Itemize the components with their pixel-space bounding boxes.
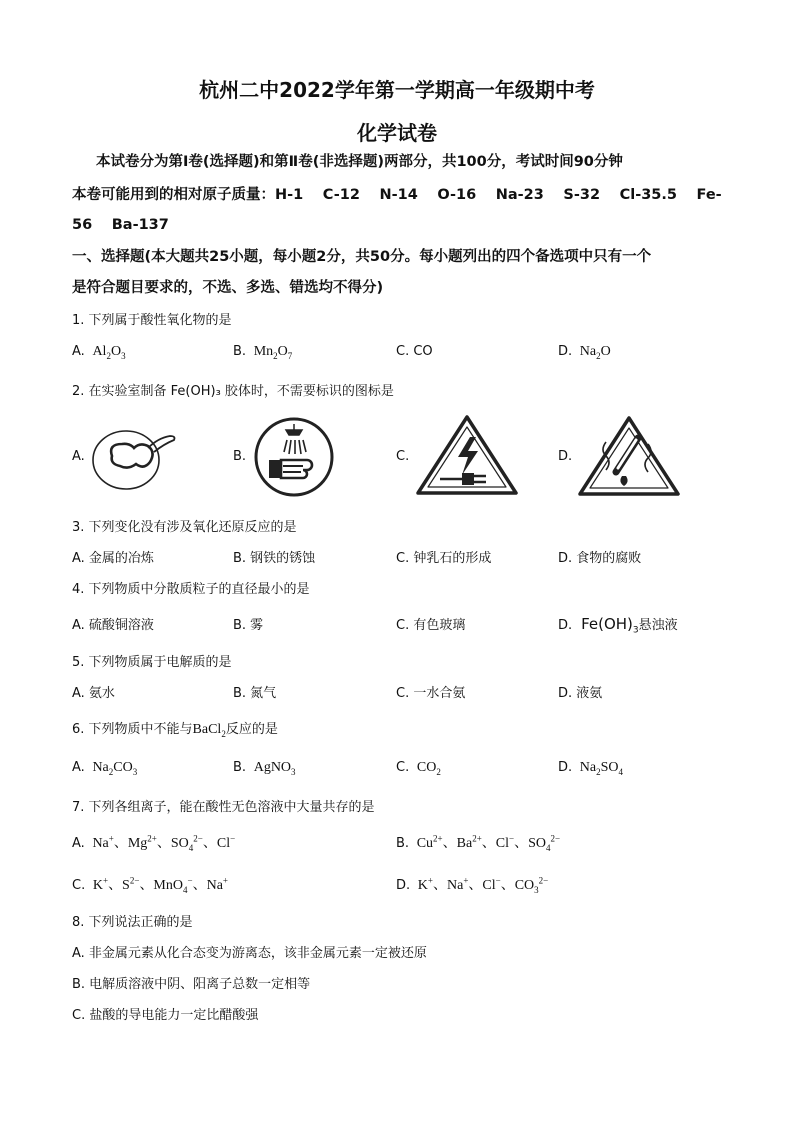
section-heading-line2: 是符合题目要求的，不选、多选、错选均不得分)	[72, 280, 384, 296]
q7-option-c[interactable]: C. K+、$S^{2-}$、MnO$_4$−、Na+	[72, 875, 228, 895]
q2-option-c[interactable]: C.	[396, 449, 410, 464]
q7-stem: 7. 下列各组离子，能在酸性无色溶液中大量共存的是	[72, 800, 375, 815]
q6-option-c[interactable]: C. $CO_2$	[396, 760, 441, 777]
q3-option-b[interactable]: B. 钢铁的锈蚀	[233, 551, 316, 566]
q2-option-d[interactable]: D.	[558, 449, 573, 464]
atomic-masses-line1: 本卷可能用到的相对原子质量：H-1 C-12 N-14 O-16 Na-23 S-32 Cl-35.5 Fe-	[72, 187, 722, 203]
q2-option-b[interactable]: B.	[233, 449, 247, 464]
q6-option-a[interactable]: A. $Na_2CO_3$	[72, 760, 138, 777]
q1-option-b[interactable]: B. $Mn_2O_7$	[233, 344, 293, 361]
q2-stem: 2. 在实验室制备 Fe(OH)₃ 胶体时，不需要标识的图标是	[72, 384, 394, 399]
q6-option-d[interactable]: D. $Na_2SO_4$	[558, 760, 624, 777]
q3-option-d[interactable]: D. 食物的腐败	[558, 551, 642, 566]
q4-option-d[interactable]: D. $Fe(OH)_3$悬浊液	[558, 615, 678, 636]
q2-option-a[interactable]: A.	[72, 449, 85, 464]
q1-option-a[interactable]: A. $Al_2O_3$	[72, 344, 126, 361]
q8-option-b[interactable]: B. 电解质溶液中阴、阳离子总数一定相等	[72, 977, 311, 992]
q8-option-c[interactable]: C. 盐酸的导电能力一定比醋酸强	[72, 1008, 259, 1023]
q3-option-c[interactable]: C. 钟乳石的形成	[396, 551, 492, 566]
q4-stem: 4. 下列物质中分散质粒子的直径最小的是	[72, 582, 310, 597]
exam-intro: 本试卷分为第Ⅰ卷(选择题)和第Ⅱ卷(非选择题)两部分，共100分，考试时间90分钟	[96, 154, 623, 170]
section-heading-line1: 一、选择题(本大题共25小题，每小题2分，共50分。每小题列出的四个备选项中只有一个	[72, 249, 652, 265]
q7-option-d[interactable]: D. K+、Na+、Cl−、$CO_3^{2-}$	[396, 875, 549, 895]
exam-title: 杭州二中2022学年第一学期高一年级期中考	[199, 78, 595, 102]
q1-option-d[interactable]: D. $Na_2O$	[558, 344, 611, 361]
q5-option-b[interactable]: B. 氮气	[233, 686, 277, 701]
atomic-masses-line2: 56 Ba-137	[72, 217, 169, 233]
q4-option-a[interactable]: A. 硫酸铜溶液	[72, 618, 154, 633]
q5-option-d[interactable]: D. 液氨	[558, 686, 603, 701]
q8-stem: 8. 下列说法正确的是	[72, 915, 193, 930]
q1-option-c[interactable]: C. CO	[396, 344, 433, 359]
hot-surface-icon	[576, 414, 682, 500]
q5-option-c[interactable]: C. 一水合氨	[396, 686, 466, 701]
q3-stem: 3. 下列变化没有涉及氧化还原反应的是	[72, 520, 297, 535]
q7-option-a[interactable]: A. Na+、$Mg^{2+}$、$SO_4^{2-}$、Cl−	[72, 833, 236, 853]
q8-option-a[interactable]: A. 非金属元素从化合态变为游离态，该非金属元素一定被还原	[72, 946, 427, 961]
q7-option-b[interactable]: B. $Cu^{2+}$、$Ba^{2+}$、Cl−、$SO_4^{2-}$	[396, 833, 561, 853]
q4-option-c[interactable]: C. 有色玻璃	[396, 618, 466, 633]
q1-stem: 1. 下列属于酸性氧化物的是	[72, 313, 232, 328]
q6-stem: 6. 下列物质中不能与BaCl$_2$反应的是	[72, 722, 278, 739]
q5-option-a[interactable]: A. 氨水	[72, 686, 115, 701]
q6-option-b[interactable]: B. AgNO$_3$	[233, 760, 296, 777]
hand-washing-icon	[253, 416, 335, 498]
q4-option-b[interactable]: B. 雾	[233, 618, 264, 633]
q5-stem: 5. 下列物质属于电解质的是	[72, 655, 232, 670]
electricity-warning-icon	[414, 413, 520, 499]
exam-subtitle: 化学试卷	[357, 121, 437, 145]
goggles-icon	[90, 420, 182, 492]
q3-option-a[interactable]: A. 金属的冶炼	[72, 551, 154, 566]
